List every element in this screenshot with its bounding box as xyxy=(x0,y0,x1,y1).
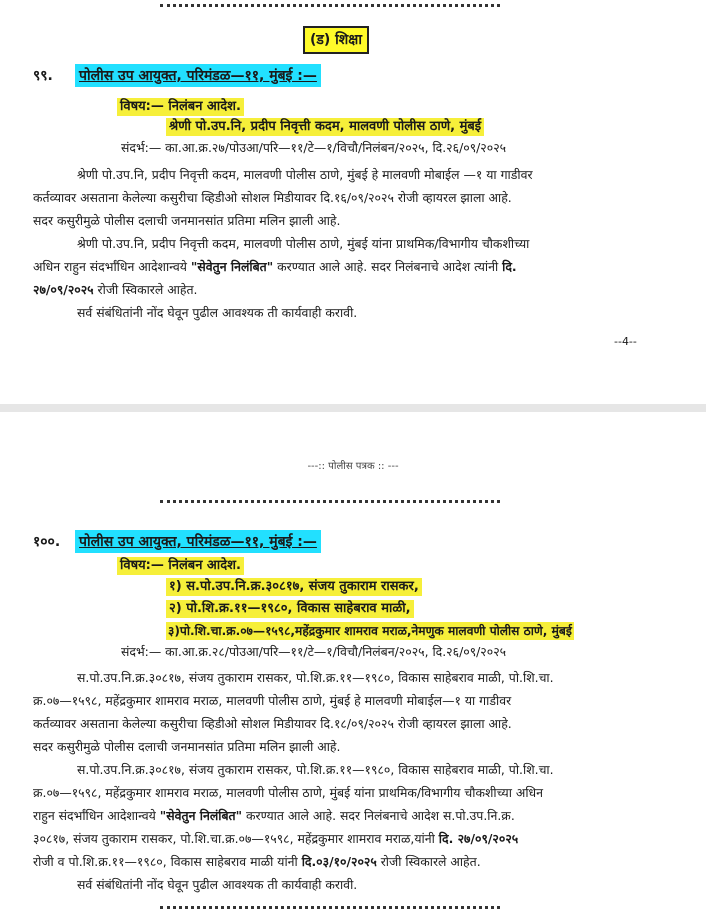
text-run: करण्यात आले आहे. सदर निलंबनाचे आदेश स.पो.उप.नि.क्र. xyxy=(242,808,515,823)
paragraph-line xyxy=(33,807,515,825)
paragraph-line: सदर कसुरीमुळे पोलीस दलाची जनमानसांत प्रतिमा मलिन झाली आहे. xyxy=(33,213,341,228)
text-run: रोजी स्विकारले आहेत. xyxy=(376,854,481,869)
text-run: अधिन राहुन संदर्भांधिन आदेशान्वये xyxy=(33,259,191,274)
officer-name: ३)पो.शि.चा.क्र.०७—१५९८,महेंद्रकुमार शामराव मराळ,नेमणुक मालवणी पोलीस ठाणे, मुंबई xyxy=(168,624,572,638)
section-title: (ड) शिक्षा xyxy=(303,26,369,54)
closing-line: सर्व संबंधितांनी नोंद घेवून पुढील आवश्यक ती कार्यवाही करावी. xyxy=(77,305,358,320)
paragraph-line: सदर कसुरीमुळे पोलीस दलाची जनमानसांत प्रतिमा मलिन झाली आहे. xyxy=(33,739,341,754)
paragraph-line: क्र.०७—१५९८, महेंद्रकुमार शामराव मराळ, मालवणी पोलीस ठाणे, मुंबई हे मालवणी मोबाईल—१ या गाडीवर xyxy=(33,693,512,708)
text-run: रोजी व पो.शि.क्र.११—१९८०, विकास साहेबराव माळी यांनी xyxy=(33,854,302,869)
acceptance-date: दि.०३/१०/२०२५ xyxy=(301,854,377,869)
footer-mark: ---:: पोलीस पत्रक :: --- xyxy=(307,461,399,472)
bottom-dotted-rule xyxy=(160,906,500,909)
text-run: राहुन संदर्भांधिन आदेशान्वये xyxy=(33,808,160,823)
item-heading: पोलीस उप आयुक्त, परिमंडळ—११, मुंबई :— xyxy=(75,64,321,87)
reference-line: संदर्भ:— का.आ.क्र.२७/पोउआ/परि—११/टे—१/विचौ/निलंबन/२०२५, दि.२६/०९/२०२५ xyxy=(121,140,507,155)
paragraph-line xyxy=(33,281,197,299)
paragraph-line xyxy=(33,853,481,871)
paragraph-line xyxy=(33,830,518,848)
acceptance-date: २७/०९/२०२५ xyxy=(33,282,94,297)
reference-line: संदर्भ:— का.आ.क्र.२८/पोउआ/परि—११/टे—१/विचौ/निलंबन/२०२५, दि.२६/०९/२०२५ xyxy=(121,644,507,659)
subject: विषय:— निलंबन आदेश. xyxy=(117,98,244,116)
paragraph-line: श्रेणी पो.उप.नि, प्रदीप निवृत्ती कदम, मालवणी पोलीस ठाणे, मुंबई हे मालवणी मोबाईल —१ या गाडीवर xyxy=(77,167,533,182)
subject: विषय:— निलंबन आदेश. xyxy=(117,557,244,575)
suspension-term: "सेवेतुन निलंबित" xyxy=(190,259,274,274)
paragraph-line: श्रेणी पो.उप.नि, प्रदीप निवृत्ती कदम, मालवणी पोलीस ठाणे, मुंबई यांना प्राथमिक/विभागीय चौकशीच्या xyxy=(77,236,530,251)
closing-line: सर्व संबंधितांनी नोंद घेवून पुढील आवश्यक ती कार्यवाही करावी. xyxy=(77,877,358,892)
item-heading: पोलीस उप आयुक्त, परिमंडळ—११, मुंबई :— xyxy=(75,530,321,553)
item-number: १००. xyxy=(33,534,61,550)
text-run: ३०८१७, संजय तुकाराम रासकर, पो.शि.चा.क्र.०७—१५९८, महेंद्रकुमार शामराव मराळ,यांनी xyxy=(33,831,439,846)
text-run: करण्यात आले आहे. सदर निलंबनाचे आदेश त्यांनी xyxy=(273,259,503,274)
paragraph-line: स.पो.उप.नि.क्र.३०८१७, संजय तुकाराम रासकर, पो.शि.क्र.११—१९८०, विकास साहेबराव माळी, पो.शि.चा. xyxy=(77,762,554,777)
paragraph-line: स.पो.उप.नि.क्र.३०८१७, संजय तुकाराम रासकर, पो.शि.क्र.११—१९८०, विकास साहेबराव माळी, पो.शि.चा. xyxy=(77,670,554,685)
paragraph-line xyxy=(33,258,517,276)
officer-name: १) स.पो.उप.नि.क्र.३०८१७, संजय तुकाराम रासकर, xyxy=(166,578,422,596)
page-separator xyxy=(0,404,706,412)
top-dotted-rule xyxy=(160,4,500,7)
page-marker: --4-- xyxy=(614,335,637,348)
paragraph-line: क्र.०७—१५९८, महेंद्रकुमार शामराव मराळ, मालवणी पोलीस ठाणे, मुंबई यांना प्राथमिक/विभागीय चौकशीच्या अधिन xyxy=(33,785,544,800)
text-run: रोजी स्विकारले आहेत. xyxy=(93,282,198,297)
officer-name: २) पो.शि.क्र.११—१९८०, विकास साहेबराव माळी, xyxy=(166,600,414,618)
date-prefix: दि. xyxy=(502,259,517,274)
officer-name: श्रेणी पो.उप.नि, प्रदीप निवृत्ती कदम, मालवणी पोलीस ठाणे, मुंबई xyxy=(166,118,484,136)
middle-dotted-rule xyxy=(160,500,500,503)
paragraph-line: कर्तव्यावर असताना केलेल्या कसुरीचा व्हिडीओ सोशल मिडीयावर दि.१८/०९/२०२५ रोजी व्हायरल झाला आहे. xyxy=(33,716,512,731)
suspension-term: "सेवेतुन निलंबित" xyxy=(159,808,243,823)
paragraph-line: कर्तव्यावर असताना केलेल्या कसुरीचा व्हिडीओ सोशल मिडीयावर दि.१६/०९/२०२५ रोजी व्हायरल झाला आहे. xyxy=(33,190,512,205)
acceptance-date: दि. २७/०९/२०२५ xyxy=(438,831,519,846)
item-number: ९९. xyxy=(33,68,53,84)
